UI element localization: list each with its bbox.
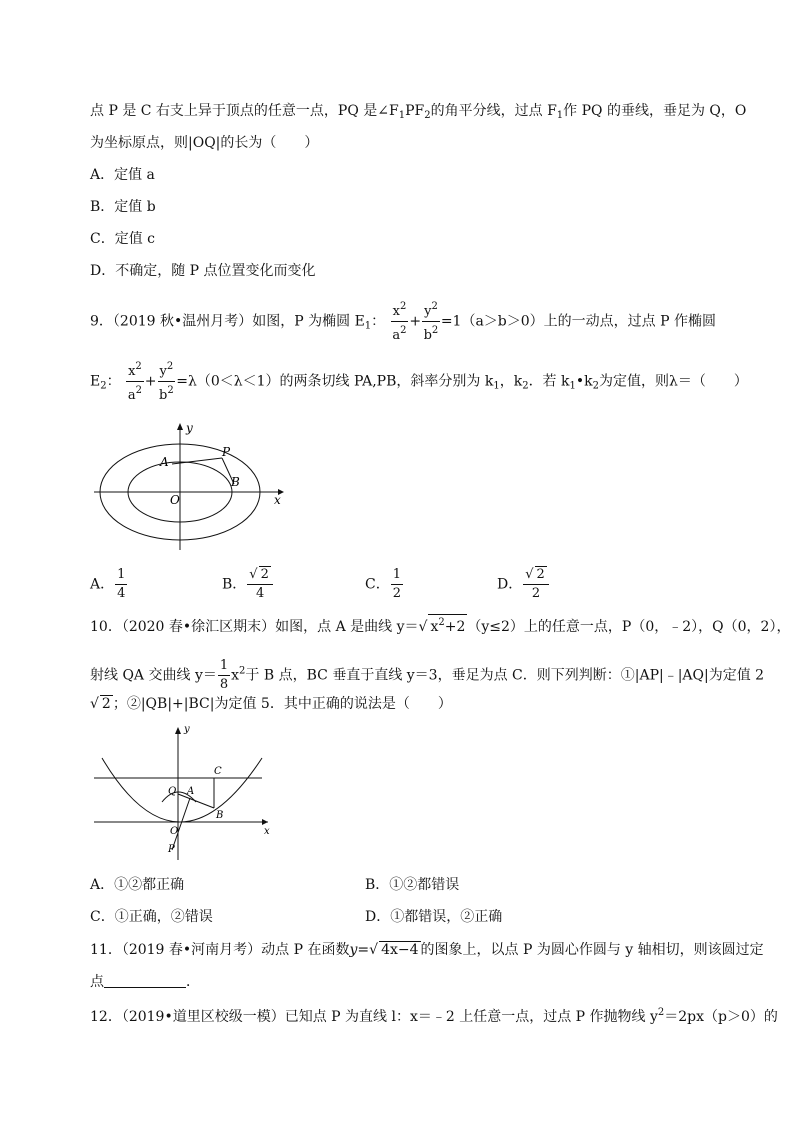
q9-ellipse-figure	[88, 420, 298, 555]
q10-line1: 10．（2020 春•徐汇区期末）如图，点 A 是曲线 y＝√ $x^2+2$ （y≤2）上的任意一点，P（0，﹣2），Q（0，2），	[90, 614, 790, 637]
q9-fig-o-label: O	[170, 493, 180, 507]
q9-option-d[interactable]: D． $\frac{√ 2}{2}$	[497, 566, 550, 603]
q10-fig-o-label: O	[170, 826, 179, 837]
q9-option-c[interactable]: C． $\frac{1}{2}$	[365, 567, 401, 601]
q10-option-c[interactable]: C．①正确，②错误	[90, 909, 213, 925]
q10-fig-b-label: B	[216, 810, 224, 821]
q12-line1: 12．（2019•道里区校级一模）已知点 P 为直线 l：x＝﹣2 上任意一点，过点 P 作抛物线 $y^2=2px(p>0)$的	[90, 1007, 778, 1025]
q10-fig-c-label: C	[214, 766, 222, 777]
q10-line3: √ 2 ；②|QB|+|BC|为定值 5．其中正确的说法是（ ）	[90, 696, 452, 712]
q9-line1: 9．（2019 秋•温州月考）如图，P 为椭圆 $E_1$： $\frac{x^2}{a^2}$ + $\frac{y^2}{b^2}$ =1（a＞b＞0）上的一动点，过点 P 作椭圆	[90, 298, 716, 345]
q9-line2: $E_2$： $\frac{x^2}{a^2}$ + $\frac{y^2}{b^2}$ =λ（0＜λ＜1）的两条切线 PA,PB，斜率分别为 $k_1$，$k_2$．若 $k_1•k_2$为定值，则λ＝（ ）	[90, 358, 748, 405]
q10-fig-x-label: x	[264, 826, 270, 837]
q10-fig-q-label: Q	[168, 786, 177, 797]
q9-fig-x-label: x	[274, 493, 281, 507]
q9-option-a[interactable]: A． $\frac{1}{4}$	[90, 567, 126, 601]
q11-line2: 点 ．	[90, 974, 200, 990]
q11-line1: 11．（2019 春•河南月考）动点 P 在函数y=√ 4x−4 的图象上，以点 P 为圆心作圆与 y 轴相切，则该圆过定	[90, 942, 764, 958]
q9-fig-b-label: B	[231, 475, 240, 489]
q11-answer-blank[interactable]	[104, 973, 186, 988]
q10-line2: 射线 QA 交曲线 y＝ $\frac{1}{8}$ $x^2$于 B 点，BC 垂直于直线 y＝3，垂足为点 C．则下列判断：①|AP|﹣|AQ|为定值 2	[90, 658, 765, 692]
q8-line1: 点 P 是 C 右支上异于顶点的任意一点，PQ 是$\angle F_1PF_2$的角平分线，过点 $F_1$作 PQ 的垂线，垂足为 Q，O	[90, 103, 747, 121]
q8-option-b[interactable]: B．定值 b	[90, 199, 156, 215]
q9-fig-p-label: P	[222, 445, 231, 459]
q10-option-d[interactable]: D．①都错误，②正确	[365, 909, 503, 925]
q8-option-d[interactable]: D．不确定，随 P 点位置变化而变化	[90, 263, 316, 279]
q8-option-a[interactable]: A．定值 a	[90, 167, 155, 183]
q8-line2: 为坐标原点，则|OQ|的长为（ ）	[90, 135, 319, 151]
q9-option-b[interactable]: B． $\frac{√ 2}{4}$	[222, 566, 274, 603]
q10-option-b[interactable]: B．①②都错误	[365, 877, 460, 893]
q10-fig-a-label: A	[187, 786, 195, 797]
q10-fig-p-label: P	[168, 844, 175, 855]
q9-fig-y-label: y	[186, 421, 193, 435]
q10-option-a[interactable]: A．①②都正确	[90, 877, 185, 893]
q10-fig-y-label: y	[184, 724, 190, 735]
q8-option-c[interactable]: C．定值 c	[90, 231, 156, 247]
q9-fig-a-label: A	[160, 455, 169, 469]
q10-parabola-figure	[90, 722, 280, 862]
